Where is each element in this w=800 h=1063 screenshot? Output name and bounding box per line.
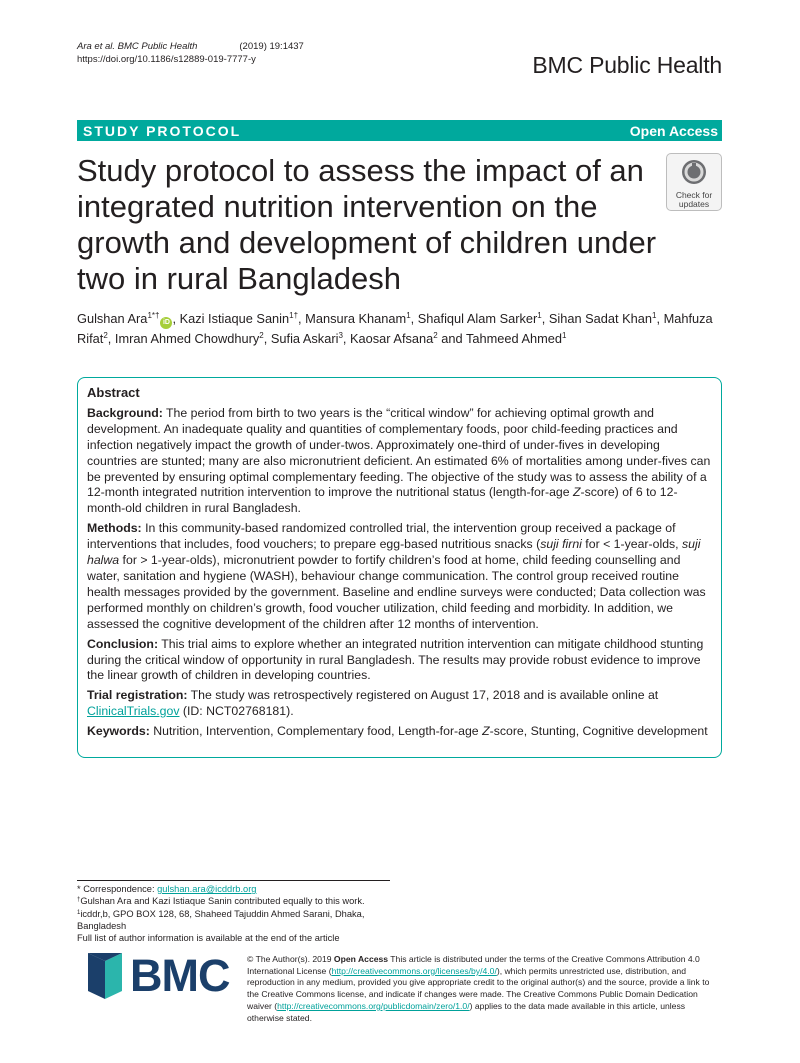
equal-contribution-text: Gulshan Ara and Kazi Istiaque Sanin contributed equally to this work.	[80, 896, 365, 907]
footnote-divider	[77, 880, 390, 881]
trial-text: The study was retrospectively registered on August 17, 2018 and is available online at	[187, 688, 659, 703]
license-text-1: This article is distributed under the terms of the Creative Commons Attribution 4.0 International License (	[247, 954, 700, 976]
citation-block	[77, 40, 304, 66]
keywords-label: Keywords:	[87, 724, 150, 739]
author-name: Tahmeed Ahmed	[465, 331, 562, 346]
methods-text-2: for < 1-year-olds,	[581, 537, 683, 552]
open-access-label: Open Access	[629, 122, 718, 139]
trial-label: Trial registration:	[87, 688, 188, 703]
full-list-note: Full list of author information is available at the end of the article	[77, 933, 340, 944]
license-statement	[247, 954, 722, 1024]
trial-id: (ID: NCT02768181).	[179, 704, 294, 719]
article-title: Study protocol to assess the impact of an integrated nutrition intervention on the growth and development of children under two in rural Bangladesh	[77, 153, 657, 296]
background-label: Background:	[87, 405, 163, 420]
author-affiliation-mark: 1	[406, 311, 411, 320]
author-affiliation-mark: 1	[562, 331, 567, 340]
license-open-access: Open Access	[333, 954, 389, 964]
check-for-updates-icon	[681, 159, 707, 185]
equal-contribution-note	[77, 895, 397, 907]
abstract-box	[77, 377, 722, 758]
author-name: Mahfuza Rifat	[77, 311, 713, 346]
background-z: Z	[573, 485, 581, 500]
correspondence	[77, 883, 397, 895]
bmc-logo-icon	[88, 953, 122, 999]
equal-mark: †	[77, 897, 81, 904]
license-text-3: ) applies to the data made available in this article, unless otherwise stated.	[247, 1000, 686, 1023]
methods-text-3: for > 1-year-olds), micronutrient powder to fortify children’s food at home, child feeding counselling and water, sanitation and hygiene (WASH), behaviour change communication. The control group received routine health messages provided by the government. Baseline and endline surveys were conducted; Data collection was performed monthly on children’s growth, food voucher utilization, child feeding and morbidity. In addition, we assessed the cognitive development of the children after 12 months of intervention.	[87, 553, 706, 631]
author-affiliation-mark: 1†	[289, 311, 299, 320]
author-list	[77, 309, 722, 349]
license-cc0-link[interactable]: http://creativecommons.org/publicdomain/zero/1.0/	[277, 1000, 470, 1011]
author-name: Sufia Askari	[270, 331, 339, 346]
methods-suji-firni: suji firni	[540, 537, 582, 552]
background-text: The period from birth to two years is the “critical window” for achieving optimal growth and development. An inadequate quality and quantities of complementary foods, poor child-feeding practices and infection negatively impact the growth of under-twos. Approximately one-third of under-fives in developing countries are stunted; many are also micronutrient deficient. An estimated 6% of mortalities among under-fives can be prevented by ensuring optimal complementary feeding. The objective of the study was to assess the ability of a 12-month integrated nutrition intervention to improve the nutritional status (length-for-age	[87, 405, 711, 500]
author-affiliation-mark: 2	[259, 331, 264, 340]
author-affiliation-mark: 3	[338, 331, 343, 340]
author-name: Gulshan Ara	[77, 311, 148, 326]
author-name: Sihan Sadat Khan	[548, 311, 653, 326]
author-affiliation-mark: 1*†	[147, 311, 160, 320]
methods-label: Methods:	[87, 521, 142, 536]
abstract-trial-registration	[87, 688, 712, 720]
methods-text: In this community-based randomized controlled trial, the intervention group received a package of interventions that includes, food vouchers; to prepare egg-based nutritious snacks (	[87, 521, 676, 552]
author-separator: ,	[298, 311, 306, 326]
author-separator: ,	[541, 311, 549, 326]
author-name: Mansura Khanam	[305, 311, 407, 326]
author-separator: ,	[263, 331, 271, 346]
abstract-background	[87, 406, 712, 517]
keywords-text: Nutrition, Intervention, Complementary food, Length-for-age	[149, 724, 483, 739]
author-affiliation-mark: 1	[537, 311, 542, 320]
affiliation-text: icddr,b, GPO BOX 128, 68, Shaheed Tajuddin Ahmed Sarani, Dhaka, Bangladesh	[77, 908, 365, 931]
author-separator: ,	[172, 311, 180, 326]
author-name: Shafiqul Alam Sarker	[417, 311, 538, 326]
abstract-conclusion	[87, 637, 712, 685]
author-separator: ,	[656, 311, 664, 326]
check-for-updates-line1: Check for	[675, 190, 713, 200]
abstract-methods	[87, 521, 712, 632]
author-name: Kaosar Afsana	[350, 331, 434, 346]
background-text-end: -score) of 6 to 12-month-old children in rural Bangladesh.	[87, 485, 678, 516]
author-name: Imran Ahmed Chowdhury	[114, 331, 260, 346]
check-for-updates-button[interactable]	[666, 153, 722, 211]
author-separator: ,	[410, 311, 418, 326]
abstract-keywords	[87, 724, 712, 740]
doi-link[interactable]: https://doi.org/10.1186/s12889-019-7777-y	[77, 54, 256, 65]
methods-suji-halwa: suji halwa	[87, 537, 701, 568]
affiliation-note	[77, 908, 397, 933]
author-separator: ,	[342, 331, 351, 346]
abstract-heading: Abstract	[87, 385, 140, 400]
journal-name: BMC Public Health	[532, 52, 722, 78]
license-copyright: © The Author(s). 2019	[247, 954, 334, 964]
author-affiliation-mark: 2	[103, 331, 108, 340]
affiliation-mark: 1	[77, 909, 81, 916]
keywords-z: Z	[482, 724, 490, 739]
citation-volume: (2019) 19:1437	[239, 41, 304, 52]
author-affiliation-mark: 1	[652, 311, 657, 320]
article-type: STUDY PROTOCOL	[83, 122, 242, 139]
correspondence-label: * Correspondence:	[77, 884, 158, 894]
bmc-logo	[88, 950, 238, 1002]
keywords-text-end: -score, Stunting, Cognitive development	[489, 724, 708, 739]
license-text-2: ), which permits unrestricted use, distribution, and reproduction in any medium, provided you give appropriate credit to the original author(s) and the source, provide a link to the Creative Commons license, and indicate if changes were made. The Creative Commons Public Domain Dedication waiver (	[247, 965, 710, 1011]
author-separator: ,	[107, 331, 115, 346]
bmc-logo-text: BMC	[130, 950, 230, 1001]
author-affiliation-mark: 2	[433, 331, 438, 340]
license-cc-by-link[interactable]: http://creativecommons.org/licenses/by/4.0/	[331, 965, 497, 976]
article-type-banner	[77, 120, 722, 141]
author-name: Kazi Istiaque Sanin	[179, 311, 290, 326]
conclusion-text: This trial aims to explore whether an integrated nutrition intervention can mitigate childhood stunting during the critical window of opportunity in rural Bangladesh. The results may provide robust evidence to improve the linear growth of children in developing countries.	[87, 636, 704, 683]
check-for-updates-line2: updates	[678, 199, 710, 209]
footnotes	[77, 883, 397, 944]
correspondence-email-link[interactable]: gulshan.ara@icddrb.org	[157, 884, 257, 894]
clinicaltrials-link[interactable]: ClinicalTrials.gov	[87, 704, 180, 719]
author-separator: and	[437, 331, 466, 346]
orcid-icon[interactable]: iD	[160, 317, 172, 329]
citation-authors: Ara et al. BMC Public Health	[77, 41, 198, 52]
conclusion-label: Conclusion:	[87, 636, 159, 651]
